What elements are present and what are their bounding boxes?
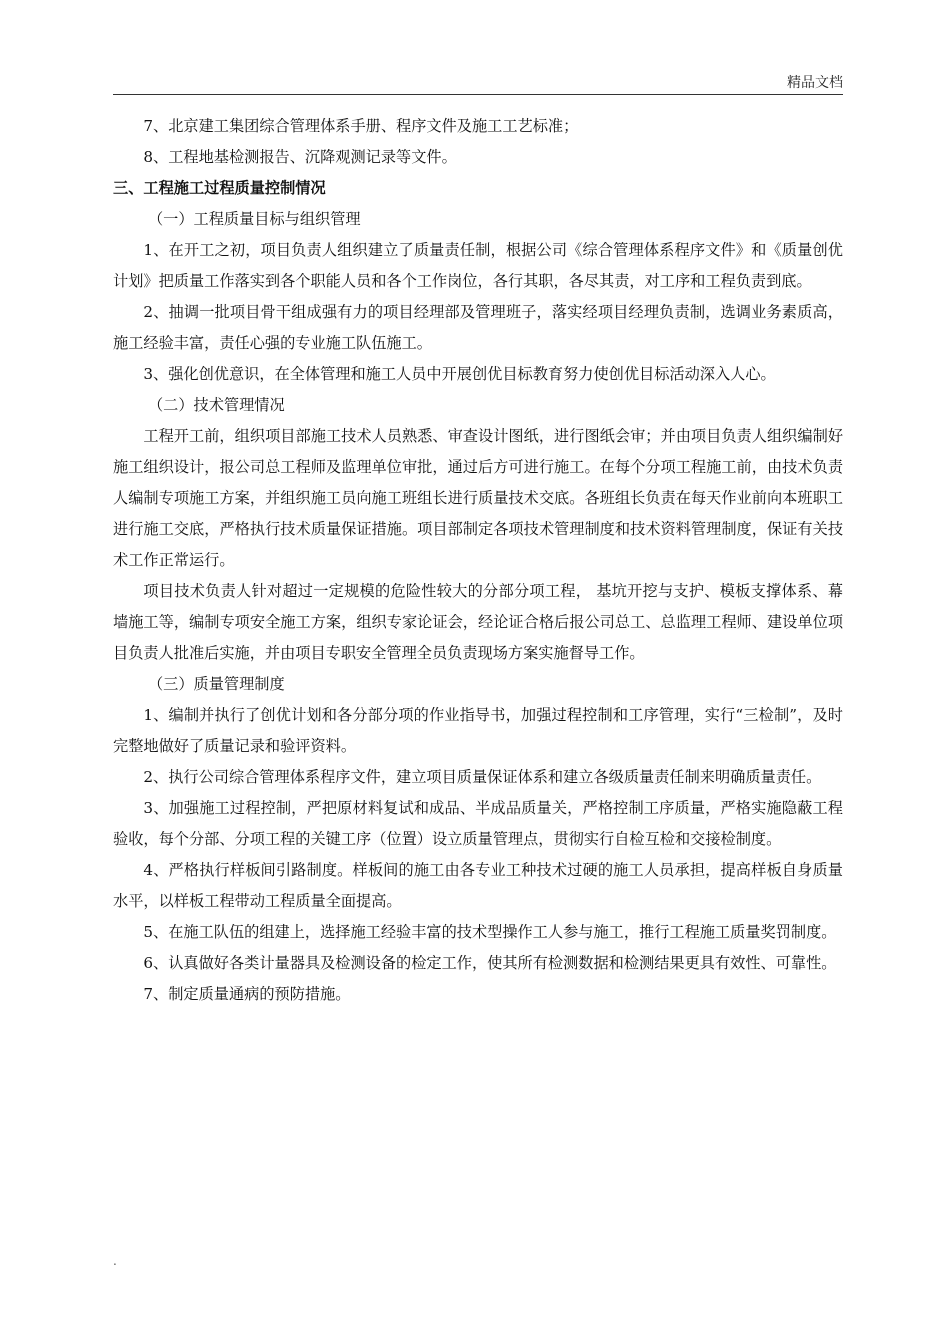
page-header: 精品文档 <box>787 75 843 91</box>
document-body <box>113 111 843 1010</box>
paragraph-org-2: 2、抽调一批项目骨干组成强有力的项目经理部及管理班子，落实经项目经理负责制，选调业务素质高，施工经验丰富，责任心强的专业施工队伍施工。 <box>113 303 843 352</box>
paragraph-quality-7: 7、制定质量通病的预防措施。 <box>143 985 351 1003</box>
paragraph-quality-6: 6、认真做好各类计量器具及检测设备的检定工作，使其所有检测数据和检测结果更具有效性、可靠性。 <box>143 954 837 972</box>
paragraph-quality-5: 5、在施工队伍的组建上，选择施工经验丰富的技术型操作工人参与施工，推行工程施工质量奖罚制度。 <box>143 923 837 941</box>
paragraph-org-1: 1、在开工之初，项目负责人组织建立了质量责任制，根据公司《综合管理体系程序文件》和《质量创优计划》把质量工作落实到各个职能人员和各个工作岗位，各行其职，各尽其责，对工序和工程负责到底。 <box>113 241 843 290</box>
paragraph-quality-4: 4、严格执行样板间引路制度。样板间的施工由各专业工种技术过硬的施工人员承担，提高样板自身质量水平，以样板工程带动工程质量全面提高。 <box>113 861 843 910</box>
paragraph-quality-2: 2、执行公司综合管理体系程序文件，建立项目质量保证体系和建立各级质量责任制来明确质量责任。 <box>143 768 822 786</box>
header-divider <box>113 94 843 95</box>
subsection-heading-2: （二）技术管理情况 <box>147 396 285 414</box>
footer-mark: . <box>113 1254 117 1268</box>
subsection-heading-3: （三）质量管理制度 <box>147 675 285 693</box>
list-item-8: 8、工程地基检测报告、沉降观测记录等文件。 <box>143 148 457 166</box>
section-heading-3: 三、工程施工过程质量控制情况 <box>113 179 326 197</box>
paragraph-tech-2: 项目技术负责人针对超过一定规模的危险性较大的分部分项工程， 基坑开挖与支护、模板支撑体系、幕墙施工等，编制专项安全施工方案，组织专家论证会，经论证合格后报公司总工、总监理工程师、建设单位项目负责人批准后实施，并由项目专职安全管理全员负责现场方案实施督导工作。 <box>113 582 843 662</box>
paragraph-org-3: 3、强化创优意识，在全体管理和施工人员中开展创优目标教育努力使创优目标活动深入人心。 <box>143 365 776 383</box>
paragraph-quality-1: 1、编制并执行了创优计划和各分部分项的作业指导书，加强过程控制和工序管理，实行“三检制”，及时完整地做好了质量记录和验评资料。 <box>113 706 843 755</box>
paragraph-quality-3: 3、加强施工过程控制，严把原材料复试和成品、半成品质量关，严格控制工序质量，严格实施隐蔽工程验收，每个分部、分项工程的关键工序（位置）设立质量管理点，贯彻实行自检互检和交接检制度。 <box>113 799 843 848</box>
list-item-7: 7、北京建工集团综合管理体系手册、程序文件及施工工艺标准； <box>143 117 579 135</box>
subsection-heading-1: （一）工程质量目标与组织管理 <box>147 210 361 228</box>
paragraph-tech-1: 工程开工前，组织项目部施工技术人员熟悉、审查设计图纸，进行图纸会审；并由项目负责人组织编制好施工组织设计，报公司总工程师及监理单位审批，通过后方可进行施工。在每个分项工程施工前，由技术负责人编制专项施工方案，并组织施工员向施工班组长进行质量技术交底。各班组长负责在每天作业前向本班职工进行施工交底，严格执行技术质量保证措施。项目部制定各项技术管理制度和技术资料管理制度，保证有关技术工作正常运行。 <box>113 427 843 569</box>
